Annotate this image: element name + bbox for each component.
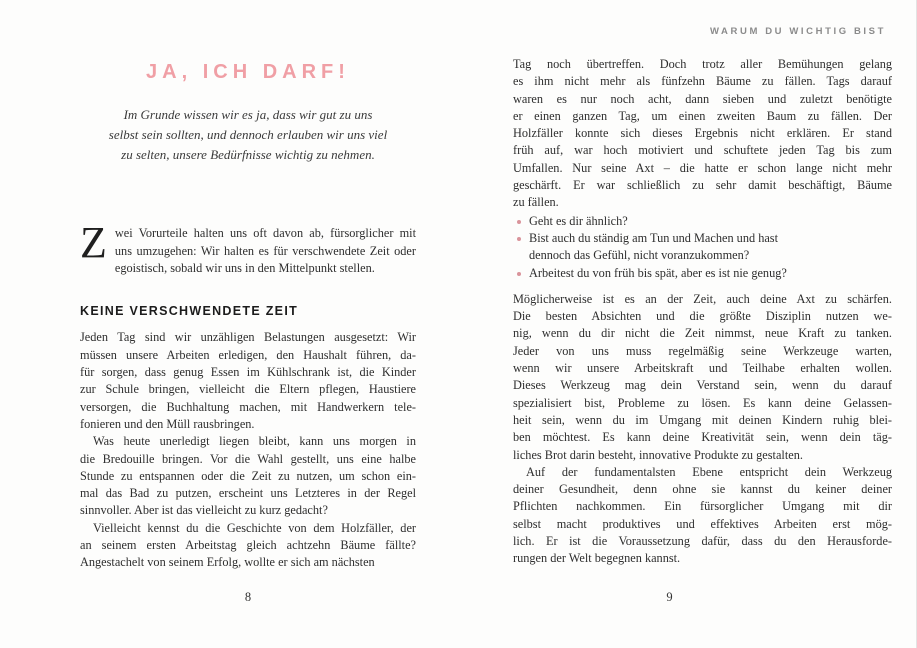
bullet-item [513,213,892,230]
text-line: früh auf, war hoch motiviert und schuftete jeden Tag bis zum [513,143,892,158]
text-line: Angestachelt von seinem Erfolg, wollte er sich am nächsten [80,555,375,570]
opening-paragraph [80,218,416,277]
bullet-item [513,265,892,282]
chapter-title: JA, ICH DARF! [146,61,350,83]
text-line: zur Schule bringen, vielleicht die Eltern pflegen, Haustiere [80,382,416,397]
text-line: Holzfäller konnte sich dieses Ergebnis nicht erklären. Er stand [513,126,892,141]
text-line: zu selten, unsere Bedürfnisse wichtig zu nehmen. [121,147,375,163]
text-line: fonieren und den Müll rausbringen. [80,416,255,431]
text-line: Jeden Tag sind wir unzähligen Belastungen ausgesetzt: Wir [80,330,416,345]
bullet-list [513,213,892,282]
text-line: rungen der Welt begegnen kannst. [513,551,681,566]
text-line: uns umzugehen: Wir halten es für verschwendete Zeit oder [114,243,416,258]
text-line: liches Brot darin besteht, innovative Produkte zu gestalten. [513,447,803,462]
text-line: Bist auch du ständig am Tun und Machen und hast [529,230,778,245]
body-paragraph [80,433,416,519]
page-left [80,56,416,572]
text-line: Geht es dir ähnlich? [529,213,628,228]
text-line: die Bredouille bringen. Vor die Wahl gestellt, uns eine halbe [80,451,416,466]
text-line: waren es nur noch acht, dann sieben und zuletzt benötigte [513,91,892,106]
dropcap-letter: Z [80,218,107,268]
text-line: er einen ganzen Tag, um einen zweiten Baum zu fällen. Der [513,108,892,123]
text-line: geschärft. Er war schließlich zu sehr damit beschäftigt, Bäume [513,178,892,193]
text-line: Was heute unerledigt liegen bleibt, kann uns morgen in [93,434,416,449]
text-line: egoistisch, sobald wir uns in den Mittelpunkt stellen. [114,260,375,275]
text-line: Stunde zu entspannen oder die Zeit zu nutzen, um schon ein- [80,468,416,483]
text-line: Vielleicht kennst du die Geschichte von dem Holzfäller, der [93,520,416,535]
text-line: zu fällen. [513,195,559,210]
body-paragraph [80,520,416,572]
text-line: Möglicherweise ist es an der Zeit, auch deine Axt zu schärfen. [513,291,892,306]
text-line: dennoch das Gefühl, nicht voranzukommen? [529,248,750,263]
body-paragraph [80,329,416,433]
text-line: Umfallen. Nur seine Axt – die hatte er schon lange nicht mehr [513,160,892,175]
text-line: Tag noch übertreffen. Doch trotz aller Bemühungen gelang [513,57,892,71]
text-line: lich. Er ist die Voraussetzung dafür, dass du den Herausforde- [513,534,892,549]
text-line: müssen unsere Arbeiten erledigen, den Haushalt führen, da- [80,347,416,362]
text-line: Im Grunde wissen wir es ja, dass wir gut zu uns [123,107,373,123]
text-line: sinnvoller. Aber ist das vielleicht zu kurz gedacht? [80,503,328,518]
running-header: WARUM DU WICHTIG BIST [710,26,886,37]
bullet-text [529,230,892,265]
text-line: ben möchtest. Es kann deine Kreativität sein, wenn dein täg- [513,430,892,445]
page-number-right: 9 [666,590,673,604]
bullet-icon [517,220,521,224]
text-line: versorgen, die Buchhaltung machen, mit Handwerkern tele- [80,399,416,414]
text-line: selbst sein sollten, und dennoch erlauben wir uns viel [108,127,388,143]
text-line: Die besten Absichten und die größte Disziplin nutzen we- [513,309,892,324]
body-paragraph [513,464,892,568]
text-line: selbst macht produktives und effektives Arbeiten erst mög- [513,516,892,531]
text-line: Auf der fundamentalsten Ebene entspricht dein Werkzeug [526,464,892,479]
text-line: wei Vorurteile halten uns oft davon ab, fürsorglicher mit [114,226,416,241]
text-line: spezialisiert bist, Probleme zu lösen. Es kann deine Gelassen- [513,395,892,410]
text-line: für sorgen, dass genug Essen im Kühlschrank ist, die Kinder [80,365,416,380]
bullet-text [529,213,892,230]
bullet-icon [517,237,521,241]
body-paragraph [513,56,892,212]
page-right [513,56,892,568]
opening-paragraph-text [80,218,416,277]
text-line: nig, wenn du dir nicht die Zeit nimmst, neue Kraft zu tanken. [513,326,892,341]
text-line: an seinem ersten Arbeitstag gleich achtzehn Bäume fällte? [80,538,416,553]
text-line: wenn wir unsere Arbeitskraft und Teilhabe erhalten wollen. [513,361,892,376]
text-line: Jeder von uns muss regelmäßig seine Werkzeuge warten, [513,343,892,358]
bullet-text [529,265,892,282]
text-line: es ihm nicht mehr als fünfzehn Bäume zu fällen. Tags darauf [513,74,892,89]
chapter-intro [80,105,416,165]
text-line: Dieses Werkzeug mag dein Verstand sein, wenn du darauf [513,378,892,393]
text-line: mal das Bad zu putzen, erscheint uns Letzteres in der Regel [80,486,416,501]
section-heading: KEINE VERSCHWENDETE ZEIT [80,304,299,319]
bullet-icon [517,272,521,276]
text-line: Arbeitest du von früh bis spät, aber es ist nie genug? [529,265,787,280]
bullet-item [513,230,892,265]
body-paragraph [513,291,892,464]
text-line: heit sein, wenn du im Umgang mit deinen Kindern ruhig blei- [513,412,892,427]
text-line: Pflichten nachkommen. Ein fürsorglicher Umgang mit dir [513,499,892,514]
text-line: deiner Gesundheit, denn ohne sie kannst du keiner deiner [513,482,892,497]
page-number-left: 8 [244,590,252,604]
